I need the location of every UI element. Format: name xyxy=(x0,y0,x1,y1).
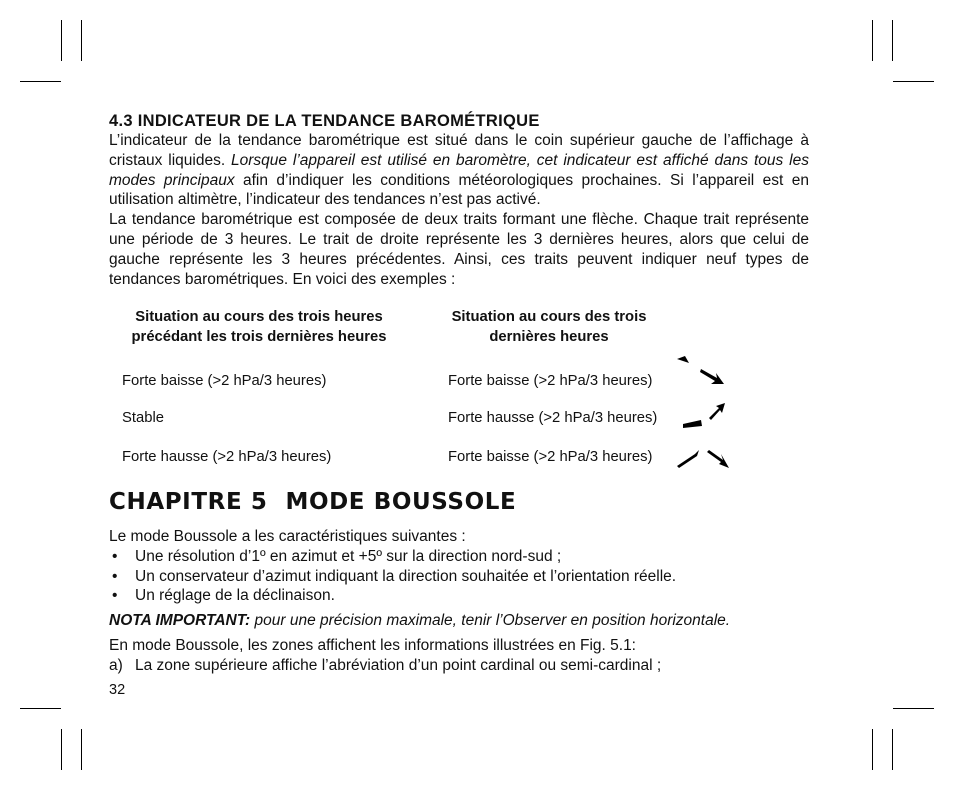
intro-text: Le mode Boussole a les caractéristiques suivantes : xyxy=(109,528,466,545)
paragraph-1-line-2: à cristaux liquides. xyxy=(109,132,809,169)
falling-falling-arrow-icon xyxy=(675,354,729,388)
page-number: 32 xyxy=(109,682,126,698)
crop-mark xyxy=(892,20,893,61)
header-right-line-1: Situation au cours des trois xyxy=(451,309,647,325)
crop-mark xyxy=(892,729,893,770)
chapter-body xyxy=(109,527,809,676)
note-text: pour une précision maximale, tenir l’Observer en position horizontale. xyxy=(250,612,731,630)
crop-mark xyxy=(872,20,873,61)
header-previous-hours xyxy=(109,308,409,347)
header-right-line-2: dernières heures xyxy=(489,328,609,345)
rising-falling-arrow-icon xyxy=(675,442,735,474)
crop-mark xyxy=(61,20,62,61)
paragraph-2: La tendance barométrique est composée de deux traits formant une flèche. Chaque trait représente une période de 3 heures. Le trait de droite représente les 3 dernières heures, alors que celui de gauche représente les 3 heures précédentes. Ainsi, ces traits peuvent indiquer neuf types de tendances barométriques. En voici des exemples : xyxy=(109,211,809,288)
paragraph-1-rest: afin d’indiquer les conditions météorologiques prochaines. Si l’appareil est en utilisation altimètre, l’indicateur des tendances n’est pas activé. xyxy=(109,171,809,209)
feature-list xyxy=(109,547,809,606)
crop-mark xyxy=(61,729,62,770)
chapter-title xyxy=(109,489,516,515)
note-label: NOTA IMPORTANT: xyxy=(109,612,251,630)
header-left-line-2: précédant les trois dernières heures xyxy=(131,328,387,345)
stable-rising-arrow-icon xyxy=(681,400,731,432)
crop-mark xyxy=(81,20,82,61)
mode-text: En mode Boussole, les zones affichent les informations illustrées en Fig. 5.1: xyxy=(109,636,636,654)
row-2-left: Stable xyxy=(122,410,164,426)
item-a-text: La zone supérieure affiche l’abréviation d’un point cardinal ou semi-cardinal ; xyxy=(135,656,662,674)
row-1-left: Forte baisse (>2 hPa/3 heures) xyxy=(122,373,327,389)
list-item: • Un conservateur d’azimut indiquant la direction souhaitée et l’orientation réelle. xyxy=(109,567,809,587)
crop-mark xyxy=(81,729,82,770)
crop-mark xyxy=(893,81,934,82)
item-a-label: a) xyxy=(109,656,123,674)
paragraph-1 xyxy=(109,131,809,210)
row-2-right: Forte hausse (>2 hPa/3 heures) xyxy=(448,410,658,426)
crop-mark xyxy=(20,708,61,709)
paragraph-1-italic: Lorsque l’appareil est utilisé en baromètre, cet indicateur est affiché dans tous les modes principaux xyxy=(109,151,809,189)
section-4-3 xyxy=(109,111,809,289)
header-last-hours xyxy=(429,308,669,347)
crop-mark xyxy=(20,81,61,82)
list-item: • Un réglage de la déclinaison. xyxy=(109,586,809,606)
section-title: 4.3 INDICATEUR DE LA TENDANCE BAROMÉTRIQUE xyxy=(109,112,540,130)
row-3-right: Forte baisse (>2 hPa/3 heures) xyxy=(448,449,653,465)
list-item: • Une résolution d’1º en azimut et +5º sur la direction nord-sud ; xyxy=(109,547,809,567)
crop-mark xyxy=(872,729,873,770)
row-3-left: Forte hausse (>2 hPa/3 heures) xyxy=(122,449,332,465)
item-a xyxy=(109,656,809,676)
crop-mark xyxy=(893,708,934,709)
header-left-line-1: Situation au cours des trois heures xyxy=(135,309,383,325)
chapter-number: CHAPITRE 5 xyxy=(109,489,268,515)
important-note xyxy=(109,611,809,631)
row-1-right: Forte baisse (>2 hPa/3 heures) xyxy=(448,373,653,389)
paragraph-1-line-1: L’indicateur de la tendance barométrique est situé dans le coin supérieur gauche de l’affichage xyxy=(109,132,794,149)
chapter-name: MODE BOUSSOLE xyxy=(285,489,517,515)
